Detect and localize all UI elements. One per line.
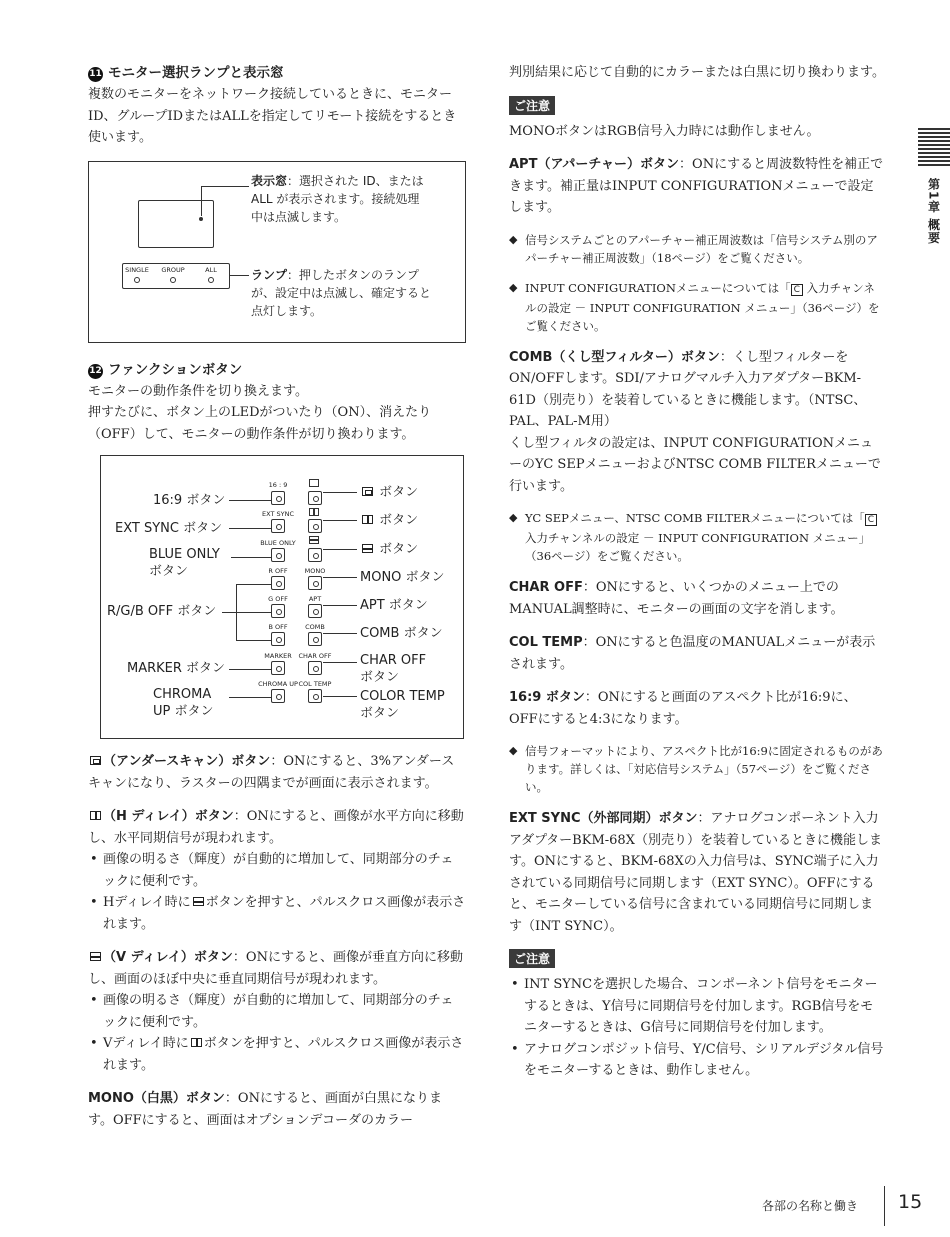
ext-sync-desc: EXT SYNC（外部同期）ボタン：アナログコンポーネント入力アダプターBKM-68X（別売り）を装着しているときに機能します。ONにすると、BKM-68Xの入力信号は、SYNC端子に入力されている同期信号に同期します（EXT SYNC）。OFFにすると、モニターしている信号に含まれている同期信号に同期します（INT SYNC）。 — [509, 811, 882, 934]
tiny-label-comb: COMB — [305, 623, 325, 631]
v-delay-bullets — [88, 990, 466, 1076]
btn-b-off — [271, 632, 285, 646]
label-marker: MARKER ボタン — [127, 661, 226, 676]
underscan-icon — [309, 479, 319, 487]
btn-marker — [271, 661, 285, 675]
v-delay-icon — [309, 536, 319, 544]
section-12-title: ファンクションボタン — [108, 361, 243, 378]
v-delay-icon — [193, 897, 204, 906]
label-rgb-off: R/G/B OFF ボタン — [107, 604, 217, 619]
note-text: MONOボタンはRGB信号入力時には動作しません。 — [509, 123, 820, 139]
note-label: ご注意 — [509, 96, 555, 115]
h-delay-desc: （H ディレイ）ボタン：ONにすると、画像が水平方向に移動し、水平同期信号が現われます。 — [88, 809, 464, 846]
underscan-icon — [90, 756, 101, 765]
section-11-title: モニター選択ランプと表示窓 — [108, 65, 284, 81]
list-item: • アナログコンポジット信号、Y/C信号、シリアルデジタル信号をモニターするときは、動作しません。 — [509, 1039, 885, 1082]
h-delay-icon — [191, 1038, 202, 1047]
reference-note: ◆ 信号システムごとのアパーチャー補正周波数は「信号システム別のアパーチャー補正周波数」（18ページ）をご覧ください。 — [509, 231, 885, 267]
v-delay-icon — [362, 544, 373, 553]
reference-note: ◆ INPUT CONFIGURATIONメニューについては「 C 入力チャンネルの設定 － INPUT CONFIGURATION メニュー」（36ページ）をご覧ください。 — [509, 279, 885, 335]
tiny-label-16-9: 16 : 9 — [268, 481, 288, 489]
tiny-label-blue-only: BLUE ONLY — [260, 539, 296, 547]
chapter-c-box: C — [865, 514, 877, 526]
tiny-label-marker: MARKER — [264, 652, 292, 660]
display-window-callout: 表示窓：選択された ID、または ALL が表示されます。接続処理中は点滅します。 — [251, 173, 424, 224]
section-12-heading — [88, 359, 466, 381]
section-11-heading — [88, 62, 466, 84]
tiny-label-ext-sync: EXT SYNC — [262, 510, 294, 518]
tiny-label-mono: MONO — [304, 567, 326, 575]
h-delay-icon — [90, 811, 101, 820]
function-buttons-diagram — [100, 455, 464, 739]
btn-ext-sync — [271, 519, 285, 533]
lamp-panel — [122, 263, 230, 289]
lamp-callout: ランプ：押したボタンのランプが、設定中は点滅し、確定すると点灯します。 — [251, 267, 432, 318]
comb-desc-2: くし型フィルタの設定は、INPUT CONFIGURATIONメニューのYC SEPメニューおよびNTSC COMB FILTERメニューで行います。 — [509, 435, 881, 494]
label-apt: APT ボタン — [360, 598, 428, 613]
tiny-label-apt: APT — [308, 595, 322, 603]
lamp-all — [208, 277, 214, 283]
btn-chroma-up — [271, 689, 285, 703]
btn-h-delay — [308, 519, 322, 533]
mono-desc-continued: 判別結果に応じて自動的にカラーまたは白黒に切り換わります。 — [509, 65, 885, 80]
label-underscan: ボタン — [360, 484, 418, 501]
char-off-desc: CHAR OFF：ONにすると、いくつかのメニュー上でのMANUAL調整時に、モニターの画面の文字を消します。 — [509, 580, 844, 617]
note-bullets — [509, 974, 885, 1082]
aspect-16-9-desc: 16:9 ボタン：ONにすると画面のアスペクト比が16:9に、OFFにすると4:3になります。 — [509, 690, 857, 727]
underscan-icon — [362, 487, 373, 496]
list-item: • Hディレイ時に ボタンを押すと、パルスクロス画像が表示されます。 — [88, 892, 466, 935]
btn-comb — [308, 632, 322, 646]
btn-g-off — [271, 604, 285, 618]
apt-desc: APT（アパーチャー）ボタン：ONにすると周波数特性を補正できます。補正量はINPUT CONFIGURATIONメニューで設定します。 — [509, 157, 884, 215]
col-temp-desc: COL TEMP：ONにすると色温度のMANUALメニューが表示されます。 — [509, 635, 876, 672]
mono-desc: MONO（白黒）ボタン：ONにすると、画面が白黒になります。OFFにすると、画面はオプションデコーダのカラー — [88, 1091, 442, 1128]
label-blue-only: BLUE ONLY ボタン — [149, 547, 220, 579]
label-comb: COMB ボタン — [360, 626, 443, 641]
underscan-desc: （アンダースキャン）ボタン：ONにすると、3%アンダースキャンになり、ラスターの四隅までが画面に表示されます。 — [88, 754, 455, 791]
label-v-delay: ボタン — [360, 541, 418, 558]
label-char-off: CHAR OFF ボタン — [360, 653, 427, 685]
v-delay-icon — [90, 952, 101, 961]
label-chroma-up: CHROMA UP ボタン — [153, 687, 214, 719]
section-11-body: 複数のモニターをネットワーク接続しているときに、モニターID、グループIDまたはALLを指定してリモート接続をするとき使います。 — [88, 87, 457, 145]
h-delay-bullets — [88, 849, 466, 935]
btn-16-9 — [271, 491, 285, 505]
number-badge-12: 12 — [88, 364, 103, 379]
btn-apt — [308, 604, 322, 618]
lamp-single — [134, 277, 140, 283]
display-window — [138, 200, 214, 248]
monitor-select-diagram — [88, 161, 466, 343]
list-item: • INT SYNCを選択した場合、コンポーネント信号をモニターするときは、Y信号に同期信号を付加します。RGB信号をモニターするときは、G信号に同期信号を付加します。 — [509, 974, 885, 1039]
lamp-group — [170, 277, 176, 283]
section-12-body-2: 押すたびに、ボタン上のLEDがついたり（ON）、消えたり（OFF）して、モニターの動作条件が切り換わります。 — [88, 405, 432, 442]
tiny-label-char-off: CHAR OFF — [298, 652, 332, 660]
right-column — [509, 62, 885, 1082]
tiny-label-g-off: G OFF — [268, 595, 288, 603]
page-number: 15 — [898, 1191, 923, 1213]
list-item: • 画像の明るさ（輝度）が自動的に増加して、同期部分のチェックに便利です。 — [88, 990, 466, 1033]
footer-divider — [884, 1186, 885, 1226]
tiny-label-chroma-up: CHROMA UP — [258, 680, 298, 688]
lamp-label-group: GROUP — [161, 265, 185, 274]
chapter-c-box: C — [791, 284, 803, 296]
reference-note: ◆ 信号フォーマットにより、アスペクト比が16:9に固定されるものがあります。詳しくは、「対応信号システム」（57ページ）をご覧ください。 — [509, 742, 885, 796]
section-12-body-1: モニターの動作条件を切り換えます。 — [88, 383, 308, 399]
left-column — [88, 62, 466, 1131]
comb-desc: COMB（くし型フィルター）ボタン：くし型フィルターをON/OFFします。SDI/アナログマルチ入力アダプターBKM-61D（別売り）を装着しているときに機能します。（NTSC、PAL、PAL-M用） — [509, 349, 867, 429]
chapter-side-tab — [918, 128, 950, 245]
tiny-label-col-temp: COL TEMP — [298, 680, 332, 688]
note-label: ご注意 — [509, 949, 555, 968]
tiny-label-r-off: R OFF — [268, 567, 288, 575]
list-item: • 画像の明るさ（輝度）が自動的に増加して、同期部分のチェックに便利です。 — [88, 849, 466, 892]
btn-underscan — [308, 491, 322, 505]
h-delay-icon — [362, 515, 373, 524]
label-color-temp: COLOR TEMP ボタン — [360, 689, 445, 721]
v-delay-desc: （V ディレイ）ボタン：ONにすると、画像が垂直方向に移動し、画面のほぼ中央に垂直同期信号が現われます。 — [88, 950, 463, 987]
tiny-label-b-off: B OFF — [268, 623, 288, 631]
label-h-delay: ボタン — [360, 512, 418, 529]
btn-mono — [308, 576, 322, 590]
btn-char-off — [308, 661, 322, 675]
tab-stripes — [918, 128, 950, 166]
btn-blue-only — [271, 548, 285, 562]
reference-note: ◆ YC SEPメニュー、NTSC COMB FILTERメニューについては「 C 入力チャンネルの設定 － INPUT CONFIGURATION メニュー」（36ページ）をご覧ください。 — [509, 509, 885, 565]
number-badge-11: 11 — [88, 67, 103, 82]
lamp-label-all: ALL — [205, 265, 217, 274]
footer-section-title: 各部の名称と働き — [762, 1199, 859, 1213]
h-delay-icon — [309, 508, 319, 516]
btn-v-delay — [308, 548, 322, 562]
label-16-9: 16:9 ボタン — [153, 493, 226, 508]
lamp-label-single: SINGLE — [125, 265, 149, 274]
btn-col-temp — [308, 689, 322, 703]
list-item: • Vディレイ時に ボタンを押すと、パルスクロス画像が表示されます。 — [88, 1033, 466, 1076]
label-mono: MONO ボタン — [360, 570, 445, 585]
label-ext-sync: EXT SYNC ボタン — [115, 521, 223, 536]
chapter-label: 第1章 概要 — [926, 178, 941, 245]
btn-r-off — [271, 576, 285, 590]
